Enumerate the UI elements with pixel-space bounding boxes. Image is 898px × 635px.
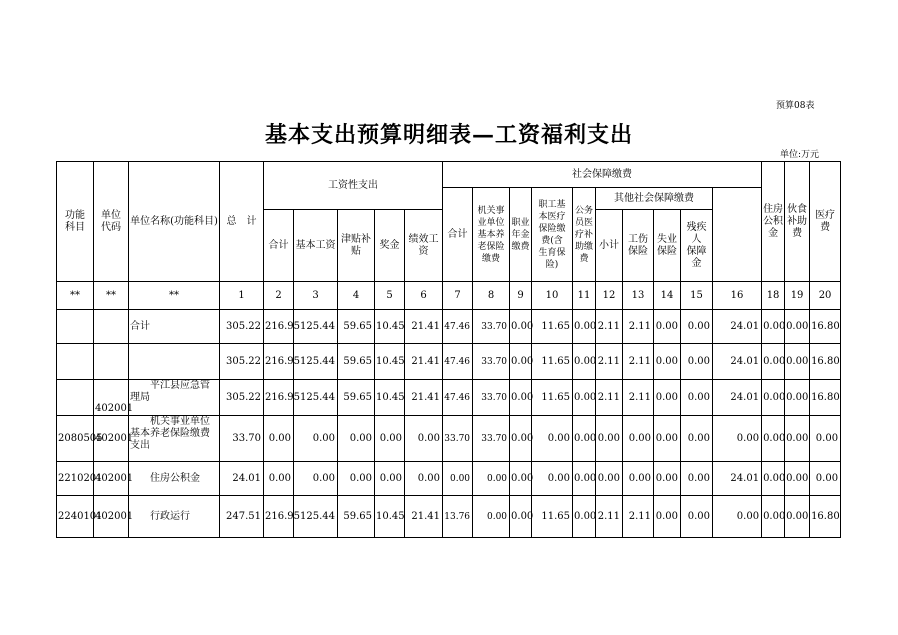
- value-cell: 0.00: [405, 462, 443, 496]
- value-cell: 33.70: [473, 380, 510, 416]
- value-cell: 0.00: [654, 380, 681, 416]
- value-cell: 11.65: [532, 496, 573, 538]
- value-cell: 0.00: [681, 310, 713, 344]
- func-subject-cell: [57, 344, 94, 380]
- value-cell: 47.46: [443, 310, 473, 344]
- value-cell: 0.00: [785, 380, 810, 416]
- value-cell: 0.00: [294, 416, 338, 462]
- table-row: [57, 496, 841, 538]
- unit-name-cell: 机关事业单位 基本养老保险缴费 支出: [129, 416, 220, 462]
- value-cell: 125.44: [294, 496, 338, 538]
- unit-code-cell: 402001: [94, 416, 129, 462]
- value-cell: 0.00: [762, 416, 785, 462]
- index-cell: 9: [510, 282, 532, 310]
- value-cell: 21.41: [405, 310, 443, 344]
- value-cell: 0.00: [810, 416, 841, 462]
- index-cell: 3: [294, 282, 338, 310]
- value-cell: 0.00: [510, 416, 532, 462]
- index-cell: 20: [810, 282, 841, 310]
- func-subject-cell: [57, 380, 94, 416]
- header-medical: 职工基 本医疗 保险缴 费(含 生育保 险): [532, 188, 573, 282]
- value-cell: 0.00: [510, 344, 532, 380]
- value-cell: 0.00: [573, 310, 596, 344]
- value-cell: 0.00: [785, 310, 810, 344]
- func-subject-cell: [57, 310, 94, 344]
- header-annuity: 职业 年金 缴费: [510, 188, 532, 282]
- index-cell: 19: [785, 282, 810, 310]
- value-cell: 125.44: [294, 380, 338, 416]
- value-cell: 216.95: [264, 310, 294, 344]
- value-cell: 0.00: [473, 496, 510, 538]
- value-cell: 33.70: [473, 344, 510, 380]
- header-bonus: 奖金: [375, 210, 405, 282]
- value-cell: 0.00: [762, 496, 785, 538]
- table-row: [57, 416, 841, 462]
- value-cell: 10.45: [375, 496, 405, 538]
- value-cell: 0.00: [375, 462, 405, 496]
- value-cell: 24.01: [713, 380, 762, 416]
- value-cell: 0.00: [510, 496, 532, 538]
- value-cell: 13.76: [443, 496, 473, 538]
- value-cell: 0.00: [375, 416, 405, 462]
- value-cell: 0.00: [573, 380, 596, 416]
- index-cell: 10: [532, 282, 573, 310]
- value-cell: 0.00: [510, 380, 532, 416]
- index-cell: **: [129, 282, 220, 310]
- value-cell: 2.11: [623, 310, 654, 344]
- func-subject-cell: 2080505: [57, 416, 94, 462]
- unit-name-cell: [129, 344, 220, 380]
- value-cell: 10.45: [375, 310, 405, 344]
- table-row: [57, 310, 841, 344]
- value-cell: 0.00: [762, 310, 785, 344]
- value-cell: 0.00: [713, 416, 762, 462]
- value-cell: 0.00: [654, 344, 681, 380]
- value-cell: 247.51: [220, 496, 264, 538]
- header-total: 总 计: [220, 162, 264, 282]
- value-cell: 2.11: [623, 496, 654, 538]
- header-unit-code: 单位 代码: [94, 162, 129, 282]
- table-row: [57, 380, 841, 416]
- value-cell: 0.00: [532, 462, 573, 496]
- value-cell: 0.00: [785, 462, 810, 496]
- func-subject-cell: 2210201: [57, 462, 94, 496]
- value-cell: 0.00: [623, 462, 654, 496]
- header-social-total: 合计: [443, 188, 473, 282]
- value-cell: 33.70: [443, 416, 473, 462]
- header-injury: 工伤 保险: [623, 210, 654, 282]
- value-cell: 0.00: [596, 462, 623, 496]
- value-cell: 0.00: [405, 416, 443, 462]
- value-cell: 0.00: [654, 310, 681, 344]
- table-row: [57, 462, 841, 496]
- value-cell: 24.01: [713, 462, 762, 496]
- header-disability: 残疾人 保障金: [681, 210, 713, 282]
- value-cell: 0.00: [264, 416, 294, 462]
- index-cell: 7: [443, 282, 473, 310]
- value-cell: 47.46: [443, 380, 473, 416]
- func-subject-cell: 2240101: [57, 496, 94, 538]
- value-cell: 0.00: [785, 496, 810, 538]
- value-cell: 21.41: [405, 496, 443, 538]
- value-cell: 0.00: [573, 344, 596, 380]
- index-cell: 6: [405, 282, 443, 310]
- value-cell: 0.00: [681, 416, 713, 462]
- value-cell: 0.00: [785, 344, 810, 380]
- index-cell: 12: [596, 282, 623, 310]
- value-cell: 11.65: [532, 310, 573, 344]
- value-cell: 0.00: [681, 344, 713, 380]
- header-basic-salary: 基本工资: [294, 210, 338, 282]
- value-cell: 16.80: [810, 380, 841, 416]
- value-cell: 0.00: [623, 416, 654, 462]
- table-row: [57, 344, 841, 380]
- value-cell: 0.00: [294, 462, 338, 496]
- value-cell: 21.41: [405, 380, 443, 416]
- value-cell: 0.00: [654, 496, 681, 538]
- index-cell: 5: [375, 282, 405, 310]
- unit-label: 单位:万元: [780, 150, 820, 160]
- value-cell: 0.00: [762, 380, 785, 416]
- value-cell: 0.00: [510, 310, 532, 344]
- unit-code-cell: 402001: [94, 496, 129, 538]
- value-cell: 59.65: [338, 380, 375, 416]
- value-cell: 11.65: [532, 344, 573, 380]
- index-cell: **: [94, 282, 129, 310]
- value-cell: 305.22: [220, 380, 264, 416]
- header-housing: 住房 公积金: [762, 162, 785, 282]
- value-cell: 33.70: [473, 310, 510, 344]
- value-cell: 0.00: [573, 462, 596, 496]
- value-cell: 33.70: [220, 416, 264, 462]
- value-cell: 16.80: [810, 496, 841, 538]
- header-civil-medical: 公务 员医 疗补 助缴 费: [573, 188, 596, 282]
- value-cell: 305.22: [220, 310, 264, 344]
- unit-code-cell: 402001: [94, 380, 129, 416]
- form-number: 预算08表: [776, 101, 815, 111]
- value-cell: 216.95: [264, 344, 294, 380]
- index-cell: 14: [654, 282, 681, 310]
- value-cell: 2.11: [596, 310, 623, 344]
- value-cell: 0.00: [762, 462, 785, 496]
- value-cell: 16.80: [810, 344, 841, 380]
- index-cell: 1: [220, 282, 264, 310]
- value-cell: 21.41: [405, 344, 443, 380]
- value-cell: 59.65: [338, 496, 375, 538]
- header-pension: 机关事 业单位 基本养 老保险 缴费: [473, 188, 510, 282]
- value-cell: 24.01: [220, 462, 264, 496]
- value-cell: 16.80: [810, 310, 841, 344]
- value-cell: 216.95: [264, 380, 294, 416]
- value-cell: 0.00: [785, 416, 810, 462]
- header-other-subtotal: 小计: [596, 210, 623, 282]
- value-cell: 0.00: [573, 496, 596, 538]
- index-cell: **: [57, 282, 94, 310]
- unit-name-cell: 平江县应急管 理局: [129, 380, 220, 416]
- value-cell: 0.00: [654, 416, 681, 462]
- budget-table: [56, 161, 841, 538]
- value-cell: 33.70: [473, 416, 510, 462]
- value-cell: 0.00: [338, 462, 375, 496]
- value-cell: 0.00: [681, 462, 713, 496]
- value-cell: 0.00: [596, 416, 623, 462]
- header-performance: 绩效工 资: [405, 210, 443, 282]
- index-cell: 13: [623, 282, 654, 310]
- index-cell: 15: [681, 282, 713, 310]
- value-cell: 59.65: [338, 344, 375, 380]
- value-cell: 0.00: [573, 416, 596, 462]
- value-cell: 2.11: [623, 344, 654, 380]
- value-cell: 10.45: [375, 344, 405, 380]
- index-cell: 18: [762, 282, 785, 310]
- header-other-social-group: 其他社会保障缴费: [596, 188, 713, 210]
- value-cell: 0.00: [510, 462, 532, 496]
- unit-code-cell: 402001: [94, 462, 129, 496]
- header-medical-fee: 医疗 费: [810, 162, 841, 282]
- value-cell: 2.11: [596, 496, 623, 538]
- value-cell: 0.00: [654, 462, 681, 496]
- value-cell: 2.11: [596, 344, 623, 380]
- header-unemployment: 失业 保险: [654, 210, 681, 282]
- value-cell: 0.00: [762, 344, 785, 380]
- header-salary-group: 工资性支出: [264, 162, 443, 210]
- value-cell: 10.45: [375, 380, 405, 416]
- unit-name-cell: 住房公积金: [129, 462, 220, 496]
- header-allowance: 津贴补 贴: [338, 210, 375, 282]
- value-cell: 0.00: [681, 380, 713, 416]
- value-cell: 125.44: [294, 310, 338, 344]
- index-cell: 16: [713, 282, 762, 310]
- value-cell: 216.95: [264, 496, 294, 538]
- header-unit-name: 单位名称(功能科目): [129, 162, 220, 282]
- index-cell: 2: [264, 282, 294, 310]
- value-cell: 24.01: [713, 344, 762, 380]
- value-cell: 0.00: [713, 496, 762, 538]
- value-cell: 0.00: [681, 496, 713, 538]
- header-salary-total: 合计: [264, 210, 294, 282]
- value-cell: 2.11: [596, 380, 623, 416]
- index-cell: 8: [473, 282, 510, 310]
- value-cell: 47.46: [443, 344, 473, 380]
- value-cell: 11.65: [532, 380, 573, 416]
- value-cell: 0.00: [264, 462, 294, 496]
- value-cell: 0.00: [532, 416, 573, 462]
- value-cell: 0.00: [473, 462, 510, 496]
- page-title: 基本支出预算明细表—工资福利支出: [264, 122, 633, 148]
- header-meal: 伙食 补助 费: [785, 162, 810, 282]
- unit-code-cell: [94, 344, 129, 380]
- value-cell: 59.65: [338, 310, 375, 344]
- index-cell: 11: [573, 282, 596, 310]
- value-cell: 0.00: [810, 462, 841, 496]
- value-cell: 305.22: [220, 344, 264, 380]
- value-cell: 24.01: [713, 310, 762, 344]
- unit-code-cell: [94, 310, 129, 344]
- value-cell: 0.00: [443, 462, 473, 496]
- value-cell: 125.44: [294, 344, 338, 380]
- header-func-subject: 功能 科目: [57, 162, 94, 282]
- index-row: [57, 282, 841, 310]
- value-cell: 0.00: [338, 416, 375, 462]
- index-cell: 4: [338, 282, 375, 310]
- value-cell: 2.11: [623, 380, 654, 416]
- unit-name-cell: 合计: [129, 310, 220, 344]
- header-social-group: 社会保障缴费: [443, 162, 762, 188]
- unit-name-cell: 行政运行: [129, 496, 220, 538]
